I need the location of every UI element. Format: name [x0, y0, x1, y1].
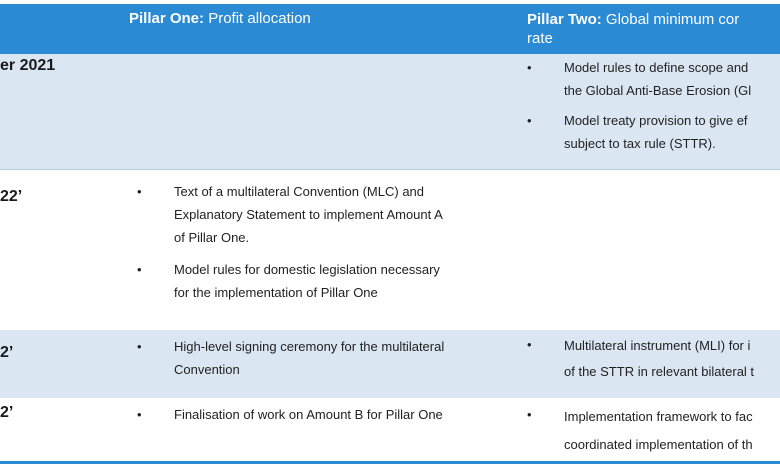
- bullet-icon: •: [137, 184, 142, 199]
- bullet-icon: •: [527, 337, 532, 352]
- list-item: Model rules to define scope and the Global Anti-Base Erosion (Gl: [564, 60, 752, 98]
- list-item: Finalisation of work on Amount B for Pillar One: [174, 407, 443, 422]
- bullet-icon: •: [527, 407, 532, 422]
- table-header: [0, 4, 780, 54]
- list-item: Multilateral instrument (MLI) for i of the STTR in relevant bilateral t: [564, 338, 755, 379]
- row-label: 22’: [0, 188, 23, 205]
- bottom-rule: [0, 461, 780, 464]
- table-row: [0, 54, 780, 170]
- row-label: 2’: [0, 404, 14, 421]
- header-pillar-one: [129, 10, 311, 27]
- list-item: Text of a multilateral Convention (MLC) and Explanatory Statement to implement Amount A of Pillar One.: [174, 184, 443, 245]
- bullet-icon: •: [527, 113, 532, 128]
- header-pillar-one-rest: Profit allocation: [204, 10, 311, 27]
- list-item: Model treaty provision to give ef subject to tax rule (STTR).: [564, 113, 748, 151]
- header-pillar-two: [527, 10, 739, 48]
- bullet-icon: •: [527, 60, 532, 75]
- header-pillar-one-bold: Pillar One:: [129, 10, 205, 27]
- list-item: Model rules for domestic legislation necessary for the implementation of Pillar One: [174, 262, 440, 300]
- list-item: High-level signing ceremony for the multilateral Convention: [174, 339, 445, 377]
- row-label: 2’: [0, 344, 14, 361]
- table-row: [0, 398, 780, 460]
- header-pillar-two-rest-line2: rate: [527, 30, 553, 47]
- header-pillar-two-bold: Pillar Two:: [527, 11, 602, 28]
- list-item: Implementation framework to fac coordinated implementation of th: [564, 409, 753, 452]
- header-pillar-two-rest: Global minimum cor: [601, 11, 740, 28]
- bullet-icon: •: [137, 339, 142, 354]
- table-row: [0, 170, 780, 330]
- table-row: [0, 330, 780, 398]
- bullet-icon: •: [137, 262, 142, 277]
- bullet-icon: •: [137, 407, 142, 422]
- row-label: er 2021: [0, 57, 56, 74]
